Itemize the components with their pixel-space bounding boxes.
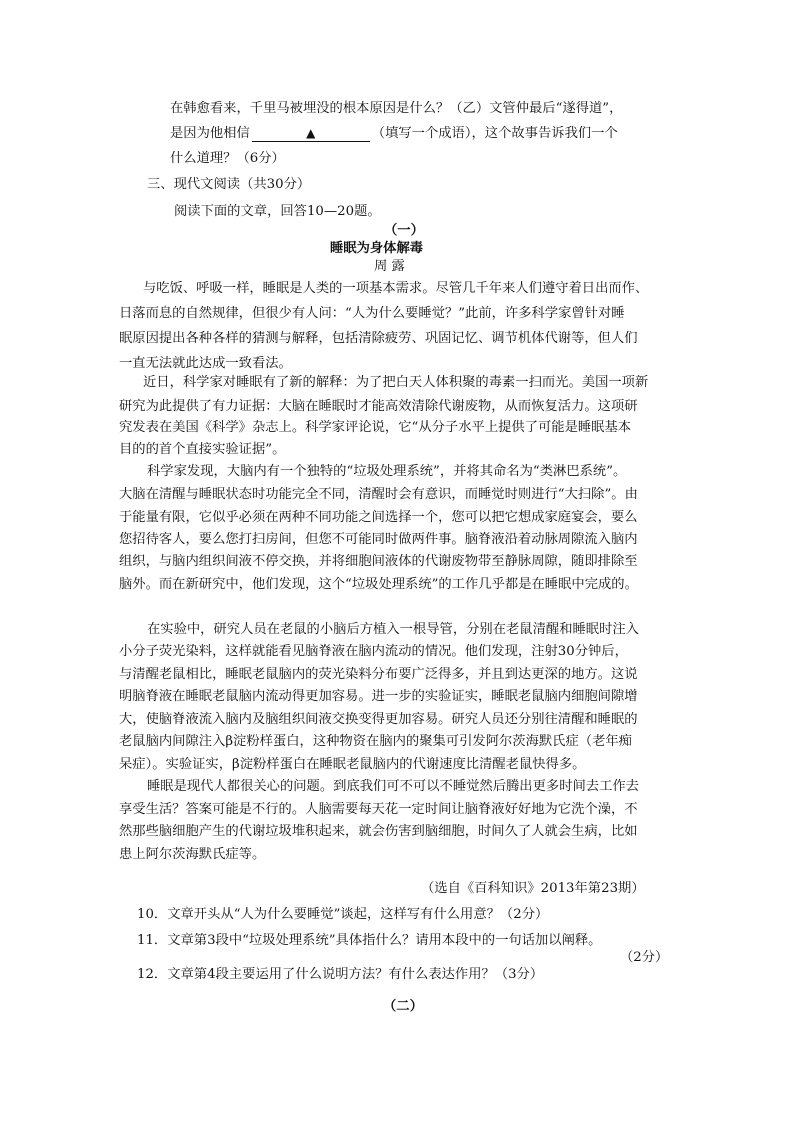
- paragraph-line: 究发表在美国《科学》杂志上。科学家评论说，它“从分子水平上提供了可能是睡眠基本: [119, 420, 632, 435]
- paragraph-line: 与清醒老鼠相比，睡眠老鼠脑内的荧光染料分布要广泛得多，并且到达更深的地方。这说: [119, 667, 638, 682]
- paragraph-line: 组织，与脑内组织间液不停交换，并将细胞间液体的代谢废物带至静脉周隙，随即排除至: [119, 554, 638, 569]
- paragraph-line: 小分子荧光染料，这样就能看见脑脊液在脑内流动的情况。他们发现，注射30分钟后，: [119, 644, 628, 659]
- paragraph-line: 睡眠是现代人都很关心的问题。到底我们可不可以不睡觉然后腾出更多时间去工作去: [147, 779, 639, 794]
- paragraph-line: 享受生活？答案可能是不行的。人脑需要每天花一定时间让脑脊液好好地为它洗个澡，不: [119, 802, 638, 817]
- part-label-2: （二）: [383, 999, 423, 1014]
- paragraph-line: 于能量有限，它似乎必须在两种不同功能之间选择一个，您可以把它想成家庭宴会，要么: [119, 510, 638, 525]
- paragraph-line: 近日，科学家对睡眠有了新的解释：为了把白天人体积聚的毒素一扫而光。美国一项新: [143, 375, 649, 390]
- article-author: 周 露: [374, 259, 405, 274]
- intro-line-2-pre: 是因为他相信: [170, 126, 250, 141]
- intro-line-3: 什么道理？（6分）: [170, 151, 285, 166]
- paragraph-line: 患上阿尔茨海默氏症等。: [119, 847, 266, 862]
- paragraph-line: 大脑在清醒与睡眠状态时功能完全不同，清醒时会有意识，而睡觉时则进行“大扫除”。由: [119, 487, 638, 502]
- question-12: 12．文章第4段主要运用了什么说明方法？有什么表达作用？（3分）: [137, 967, 544, 982]
- paragraph-line: 然那些脑细胞产生的代谢垃圾堆积起来，就会伤害到脑细胞，时间久了人就会生病，比如: [119, 824, 638, 839]
- paragraph-line: 研究为此提供了有力证据：大脑在睡眠时才能高效清除代谢废物，从而恢复活力。这项研: [119, 399, 638, 414]
- paragraph-line: 脑外。而在新研究中，他们发现，这个“垃圾处理系统”的工作几乎都是在睡眠中完成的。: [119, 577, 638, 592]
- section-heading: 三、现代文阅读（共30分）: [147, 177, 311, 192]
- triangle-icon: ▲: [306, 126, 316, 140]
- article-source: （选自《百科知识》2013年第23期）: [421, 881, 645, 896]
- paragraph-line: 与吃饭、呼吸一样，睡眠是人类的一项基本需求。尽管几千年来人们遵守着日出而作、: [143, 281, 649, 296]
- question-10: 10．文章开头从“人为什么要睡觉”谈起，这样写有什么用意？（2分）: [137, 907, 549, 922]
- intro-line-2: [170, 125, 618, 143]
- paragraph-line: 在实验中，研究人员在老鼠的小脑后方植入一根导管，分别在老鼠清醒和睡眠时注入: [147, 622, 639, 637]
- intro-line-1: 在韩愈看来，千里马被埋没的根本原因是什么？（乙）文管仲最后“遂得道”，: [170, 101, 623, 116]
- paragraph-line: 您招待客人，要么您打扫房间，但您不可能同时做两件事。脑脊液沿着动脉周隙流入脑内: [119, 532, 638, 547]
- answer-blank[interactable]: [252, 126, 370, 142]
- paragraph-line: 科学家发现，大脑内有一个独特的“垃圾处理系统”，并将其命名为“类淋巴系统”。: [147, 464, 627, 479]
- paragraph-line: 呆症）。实验证实，β淀粉样蛋白在睡眠老鼠脑内的代谢速度比清醒老鼠快得多。: [119, 757, 586, 772]
- paragraph-line: 大，使脑脊液流入脑内及脑组织间液交换变得更加容易。研究人员还分别往清醒和睡眠的: [119, 712, 638, 727]
- paragraph-line: 一直无法就此达成一致看法。: [119, 356, 292, 371]
- section-instruction: 阅读下面的文章，回答10—20题。: [174, 204, 381, 219]
- paragraph-line: 明脑脊液在睡眠老鼠脑内流动得更加容易。进一步的实验证实，睡眠老鼠脑内细胞间隙增: [119, 689, 638, 704]
- paragraph-line: 眠原因提出各种各样的猜测与解释，包括清除疲劳、巩固记忆、调节机体代谢等，但人们: [119, 331, 638, 346]
- intro-line-2-post: （填写一个成语），这个故事告诉我们一个: [371, 126, 618, 141]
- paragraph-line: 目的的首个直接实验证据”。: [119, 442, 286, 457]
- question-11: 11．文章第3段中“垃圾处理系统”具体指什么？请用本段中的一句话加以阐释。: [137, 933, 602, 948]
- part-label-1: （一）: [384, 223, 424, 238]
- paragraph-line: 老鼠脑内间隙注入β淀粉样蛋白，这种物资在脑内的聚集可引发阿尔茨海默氏症（老年痴: [119, 734, 632, 749]
- article-title: 睡眠为身体解毒: [330, 241, 424, 256]
- paragraph-line: 日落而息的自然规律，但很少有人问：“人为什么要睡觉？”此前，许多科学家曾针对睡: [119, 306, 625, 321]
- question-11-score: （2分）: [620, 950, 669, 965]
